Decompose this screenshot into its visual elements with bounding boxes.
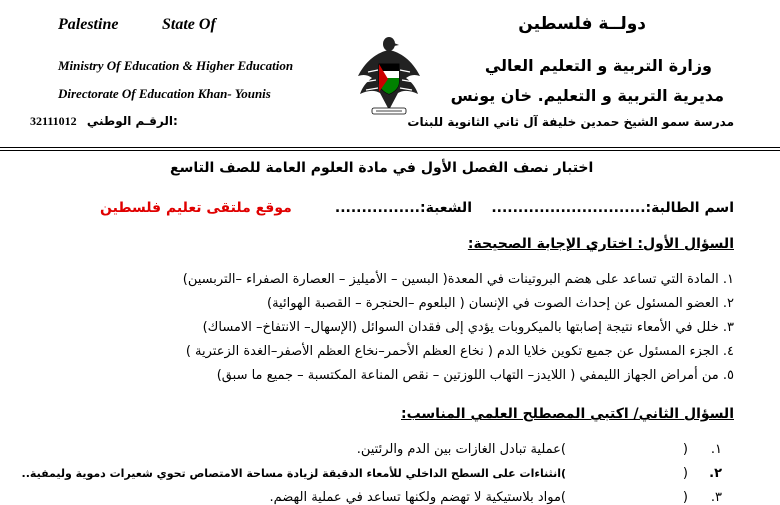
header-country-en: Palestine	[58, 16, 119, 33]
q2-item-3-number: ٣.	[710, 490, 722, 505]
q2-heading: السؤال الثاني/ اكتبي المصطلح العلمي المناسب:	[401, 406, 734, 422]
q1-item-2: ٢. العضو المسئول عن إحداث الصوت في الإنسان ( البلعوم –الحنجرة – القصبة الهوائية)	[267, 296, 734, 311]
q1-item-5: ٥. من أمراض الجهاز الليمفي ( اللايدز– التهاب اللوزتين – نقص المناعة المكتسبة – جميع ما سبق)	[216, 368, 734, 383]
q2-item-2-text: )انثناءات على السطح الداخلي للأمعاء الدقيقة لزيادة مساحة الامتصاص تحوي شعيرات دموية وليمفية..	[21, 467, 566, 480]
national-number-value: 32111012	[30, 114, 77, 128]
national-number-row	[30, 114, 178, 129]
student-name-label: اسم الطالبة:.............................	[491, 200, 734, 216]
q2-item-2-number: ٢.	[709, 466, 722, 481]
header-school-ar: مدرسة سمو الشيخ حمدين خليفة آل ثاني الثانوية للبنات	[407, 115, 734, 129]
q2-item-1-text: )عملية تبادل الغازات بين الدم والرئتين.	[356, 442, 566, 457]
q2-item-1-open-paren: (	[682, 442, 688, 457]
q1-item-1: ١. المادة التي تساعد على هضم البروتينات في المعدة( البسين – الأميليز – العصارة الصفراء –التربسين)	[182, 272, 734, 287]
section-label: الشعبة:................	[334, 200, 472, 216]
header-directorate-en: Directorate Of Education Khan- Younis	[58, 86, 271, 101]
exam-title: اختبار نصف الفصل الأول في مادة العلوم العامة للصف التاسع	[170, 160, 594, 176]
header-state-ar: دولــة فلسطين	[518, 14, 646, 34]
header-ministry-en: Ministry Of Education & Higher Education	[58, 58, 294, 73]
header-ministry-ar: وزارة التربية و التعليم العالي	[484, 56, 712, 75]
q2-item-2-open-paren: (	[682, 466, 688, 481]
q1-item-3: ٣. خلل في الأمعاء نتيجة إصابتها بالميكروبات يؤدي إلى فقدان السوائل (الإسهال– الانتفاخ– الامساك)	[202, 320, 734, 335]
q2-item-3-text: )مواد بلاستيكية لا تهضم ولكنها تساعد في عملية الهضم.	[269, 490, 566, 505]
q2-item-3-open-paren: (	[682, 490, 688, 505]
header-state-en: State Of	[162, 16, 216, 33]
national-number-label: الرقـم الوطني:	[86, 114, 178, 128]
header-divider	[0, 147, 780, 151]
palestine-eagle-emblem-icon	[348, 30, 430, 118]
q1-heading: السؤال الأول: اختاري الإجابة الصحيحة:	[467, 236, 734, 252]
header-directorate-ar: مديرية التربية و التعليم. خان يونس	[450, 86, 724, 105]
q2-item-1-number: ١.	[710, 442, 722, 457]
q1-item-4: ٤. الجزء المسئول عن جميع تكوين خلايا الدم ( نخاع العظم الأحمر–نخاع العظم الأصفر–الغدة الزعترية )	[185, 344, 734, 359]
site-name: موقع ملتقى تعليم فلسطين	[100, 200, 292, 216]
